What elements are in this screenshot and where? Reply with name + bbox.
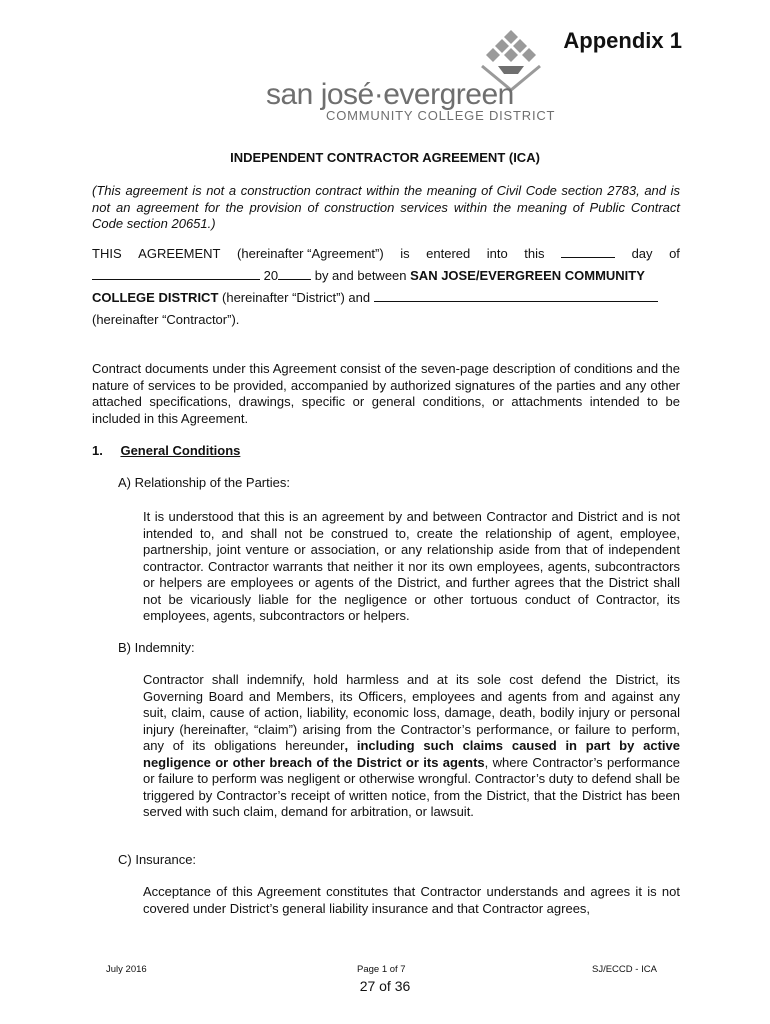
preamble-word: is [400, 246, 410, 261]
section-number: 1. [92, 443, 103, 458]
preamble-word: AGREEMENT [138, 246, 221, 261]
preamble-text: (hereinafter “District”) and [222, 290, 371, 305]
subsection-c-label: C) Insurance: [118, 852, 197, 867]
preamble-word: day [631, 246, 653, 261]
subsection-b-label: B) Indemnity: [118, 640, 195, 655]
logo-wordmark: san josé·evergreen [266, 78, 514, 111]
preamble-text: by and between [314, 268, 407, 283]
section-title: General Conditions [120, 443, 241, 458]
section-heading [92, 443, 240, 458]
preamble-line-3 [92, 290, 680, 305]
appendix-title: Appendix 1 [563, 28, 682, 53]
contract-documents-paragraph: Contract documents under this Agreement consist of the seven-page description of conditions and the nature of services to be provided, accompanied by authorized signatures of the parties and any other attached specifications, drawings, specific or general conditions, or attachments intended to be included in this Agreement. [92, 361, 680, 426]
preamble-line-1 [92, 246, 680, 261]
preamble-word: entered [426, 246, 471, 261]
preamble-line-4: (hereinafter “Contractor”). [92, 312, 240, 327]
indemnity-text: , where Contractor’s performance or failure to perform was negligent or otherwise wrongful. Contractor’s duty to defend shall be triggered by Contractor’s receipt of written notice, from the District, that the District has been served with such claim, demand for arbitration, or lawsuit. [143, 754, 680, 819]
indemnity-text: Contractor shall indemnify, hold harmless and at its sole cost defend the District, its Governing Board and Members, its Officers, employees and agents from and against any suit, claim, cause of action, liability, economic loss, damage, death, bodily injury or personal injury (hereinafter, “claim”) arising from the Contractor’s performance, or failure to perform, any of its obligations hereunder [143, 672, 680, 753]
contractor-name-blank[interactable] [374, 290, 658, 302]
logo-subtitle: COMMUNITY COLLEGE DISTRICT [326, 108, 556, 123]
preamble-word: (hereinafter “Agreement”) [237, 246, 384, 261]
district-logo [266, 28, 556, 124]
page-count: 27 of 36 [359, 978, 411, 994]
preamble-line-2 [92, 268, 680, 283]
insurance-paragraph: Acceptance of this Agreement constitutes that Contractor understands and agrees it is not covered under District’s general liability insurance and that Contractor agrees, [143, 884, 680, 916]
footer-code: SJ/ECCD - ICA [592, 964, 657, 975]
footer-page: Page 1 of 7 [357, 964, 406, 975]
subsection-a-label: A) Relationship of the Parties: [118, 475, 290, 490]
disclaimer: (This agreement is not a construction contract within the meaning of Civil Code section 2783, and is not an agreement for the provision of construction services within the meaning of Public Contract Code section 20651.) [92, 183, 680, 231]
indemnity-paragraph [143, 672, 680, 821]
preamble-word: this [524, 246, 545, 261]
district-name: COLLEGE DISTRICT [92, 290, 219, 305]
document-title: INDEPENDENT CONTRACTOR AGREEMENT (ICA) [230, 150, 540, 165]
relationship-paragraph: It is understood that this is an agreement by and between Contractor and District and is not intended to, and shall not be construed to, create the relationship of agent, employee, partnership, joint venture or association, or any relationship aside from that of independent contractor. Contractor warrants that neither it nor its own employees, agents, subcontractors or helpers are employees or agents of the District, and further agrees that the District shall not be vicariously liable for the negligence or other tortuous conduct of Contractor, its employees, agents, subcontractors or helpers. [143, 509, 680, 623]
year-prefix: 20 [263, 268, 279, 283]
day-blank[interactable] [561, 246, 615, 258]
indemnity-bold-text: , including such claims caused in part by active negligence or other breach of the District or its agents [143, 738, 680, 770]
footer-date: July 2016 [106, 964, 147, 975]
preamble [92, 246, 680, 327]
district-name: SAN JOSE/EVERGREEN COMMUNITY [410, 268, 645, 283]
year-blank[interactable] [278, 268, 311, 280]
preamble-word: THIS [92, 246, 122, 261]
month-blank[interactable] [92, 268, 260, 280]
preamble-word: of [669, 246, 680, 261]
preamble-word: into [486, 246, 508, 261]
